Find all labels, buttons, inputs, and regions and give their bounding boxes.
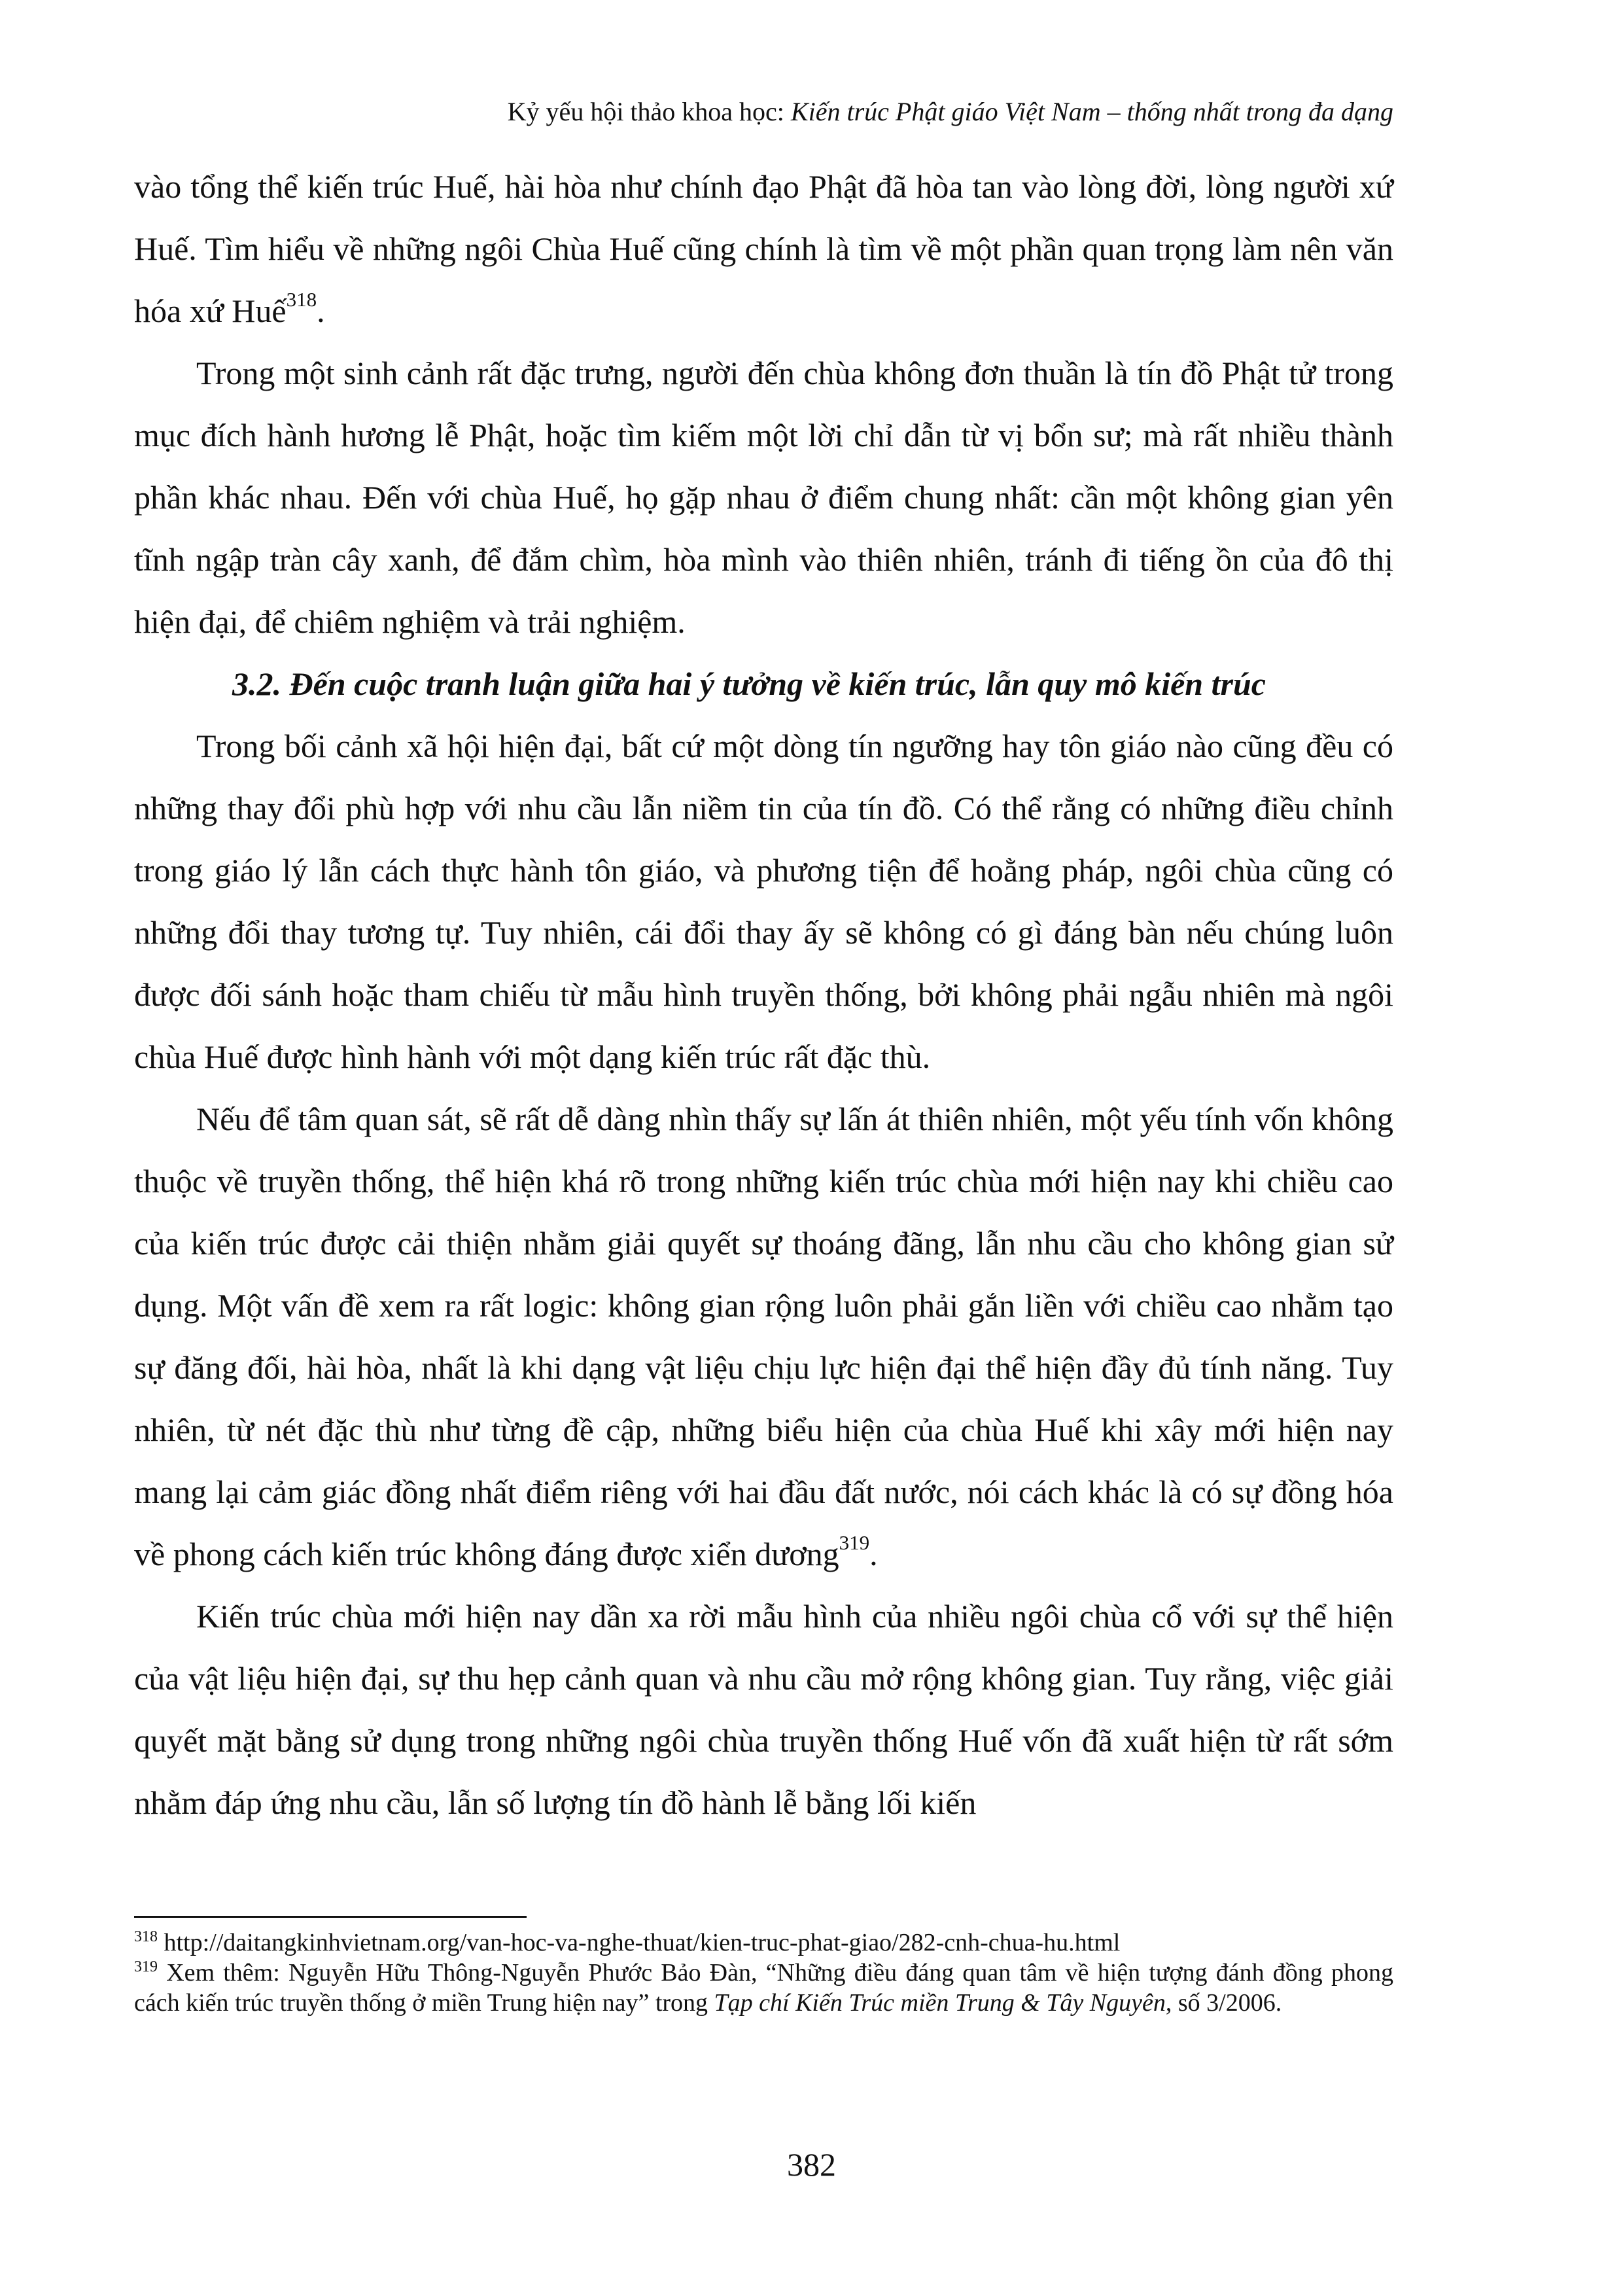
footnote-ref-318[interactable]: 318 xyxy=(286,288,317,311)
paragraph-text: . xyxy=(317,292,325,329)
paragraph-text: vào tổng thể kiến trúc Huế, hài hòa như chính đạo Phật đã hòa tan vào lòng đời, lòng người xứ Huế. Tìm hiểu về những ngôi Chùa Huế cũng chính là tìm về một phần quan trọng làm nên văn hóa xứ Huế xyxy=(134,168,1393,329)
footnote-text: Xem thêm: Nguyễn Hữu Thông-Nguyễn Phước Bảo Đàn, “Những điều đáng quan tâm về hiện tượng đánh đồng phong cách kiến trúc truyền thống ở miền Trung hiện nay” trong xyxy=(134,1959,1393,2017)
document-body xyxy=(134,156,1393,1834)
footnote-link[interactable]: http://daitangkinhvietnam.org/van-hoc-va-nghe-thuat/kien-truc-phat-giao/282-cnh-chua-hu.html xyxy=(158,1929,1121,1956)
paragraph xyxy=(134,1088,1393,1585)
paragraph: Trong một sinh cảnh rất đặc trưng, người đến chùa không đơn thuần là tín đồ Phật tử trong mục đích hành hương lễ Phật, hoặc tìm kiếm một lời chỉ dẫn từ vị bổn sư; mà rất nhiều thành phần khác nhau. Đến với chùa Huế, họ gặp nhau ở điểm chung nhất: cần một không gian yên tĩnh ngập tràn cây xanh, để đắm chìm, hòa mình vào thiên nhiên, tránh đi tiếng ồn của đô thị hiện đại, để chiêm nghiệm và trải nghiệm. xyxy=(134,355,1393,640)
footnote-number: 318 xyxy=(134,1928,158,1945)
section-heading: 3.2. Đến cuộc tranh luận giữa hai ý tưởng về kiến trúc, lẫn quy mô kiến trúc xyxy=(232,665,1266,702)
page-number: 382 xyxy=(787,2146,836,2183)
paragraph: Kiến trúc chùa mới hiện nay dần xa rời mẫu hình của nhiều ngôi chùa cổ với sự thể hiện của vật liệu hiện đại, sự thu hẹp cảnh quan và nhu cầu mở rộng không gian. Tuy rằng, việc giải quyết mặt bằng sử dụng trong những ngôi chùa truyền thống Huế vốn đã xuất hiện từ rất sớm nhằm đáp ứng nhu cầu, lẫn số lượng tín đồ hành lễ bằng lối kiến xyxy=(134,1598,1393,1821)
paragraph-text: . xyxy=(869,1536,878,1572)
header-title: Kiến trúc Phật giáo Việt Nam – thống nhất trong đa dạng xyxy=(790,97,1393,126)
footnote-318 xyxy=(134,1928,1393,1958)
paragraph-text: Nếu để tâm quan sát, sẽ rất dễ dàng nhìn thấy sự lấn át thiên nhiên, một yếu tính vốn không thuộc về truyền thống, thể hiện khá rõ trong những kiến trúc chùa mới hiện nay khi chiều cao của kiến trúc được cải thiện nhằm giải quyết sự thoáng đãng, lẫn nhu cầu cho không gian sử dụng. Một vấn đề xem ra rất logic: không gian rộng luôn phải gắn liền với chiều cao nhằm tạo sự đăng đối, hài hòa, nhất là khi dạng vật liệu chịu lực hiện đại thể hiện đầy đủ tính năng. Tuy nhiên, từ nét đặc thù như từng đề cập, những biểu hiện của chùa Huế khi xây mới hiện nay mang lại cảm giác đồng nhất điểm riêng với hai đầu đất nước, nói cách khác là có sự đồng hóa về phong cách kiến trúc không đáng được xiển dương xyxy=(134,1101,1393,1572)
footnote-ref-319[interactable]: 319 xyxy=(839,1531,870,1554)
footnote-text: , số 3/2006. xyxy=(1165,1989,1282,2017)
running-header xyxy=(121,96,1393,128)
footnote-separator xyxy=(134,1916,527,1918)
paragraph xyxy=(134,156,1393,342)
footnote-319 xyxy=(134,1958,1393,2018)
footnotes xyxy=(134,1928,1393,2018)
footnote-number: 319 xyxy=(134,1958,158,1975)
header-prefix: Kỷ yếu hội thảo khoa học: xyxy=(507,97,791,126)
footnote-journal: Tạp chí Kiến Trúc miền Trung & Tây Nguyên xyxy=(714,1989,1166,2017)
paragraph: Trong bối cảnh xã hội hiện đại, bất cứ một dòng tín ngưỡng hay tôn giáo nào cũng đều có những thay đổi phù hợp với nhu cầu lẫn niềm tin của tín đồ. Có thể rằng có những điều chỉnh trong giáo lý lẫn cách thực hành tôn giáo, và phương tiện để hoằng pháp, ngôi chùa cũng có những đổi thay tương tự. Tuy nhiên, cái đổi thay ấy sẽ không có gì đáng bàn nếu chúng luôn được đối sánh hoặc tham chiếu từ mẫu hình truyền thống, bởi không phải ngẫu nhiên mà ngôi chùa Huế được hình hành với một dạng kiến trúc rất đặc thù. xyxy=(134,728,1393,1075)
